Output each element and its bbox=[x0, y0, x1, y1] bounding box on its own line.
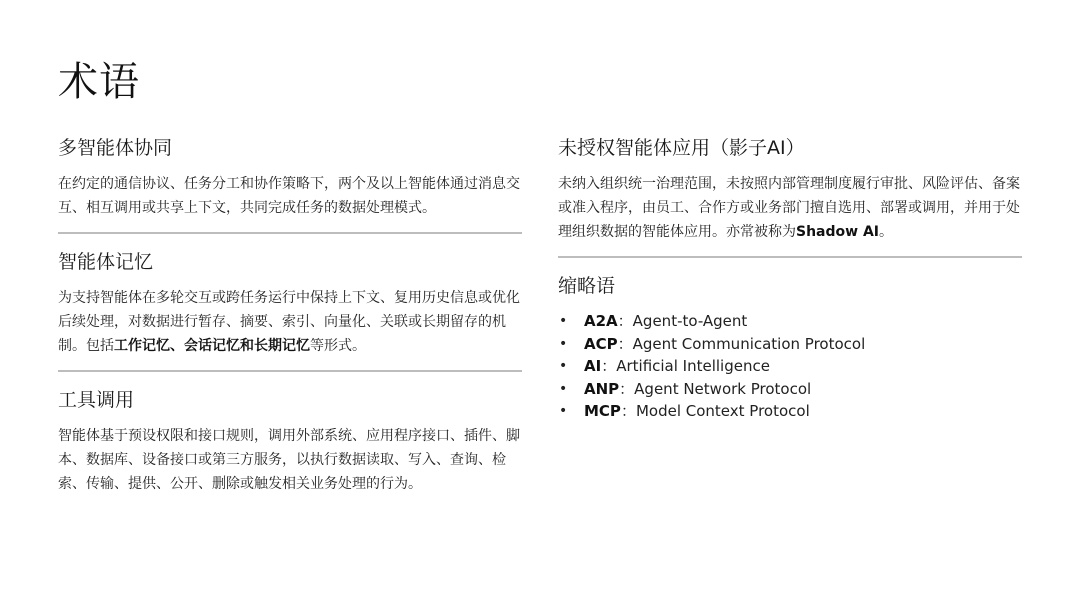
section-heading: 多智能体协同 bbox=[58, 137, 173, 159]
divider bbox=[58, 232, 522, 234]
section-tool-calling bbox=[58, 386, 522, 496]
abbreviation-item bbox=[558, 378, 1022, 401]
bullet-icon: • bbox=[559, 335, 568, 352]
abbreviation-key: A2A bbox=[584, 312, 618, 330]
abbreviation-separator: ： bbox=[619, 379, 635, 398]
body-text: 为支持智能体在多轮交互或跨任务运行中保持上下文、复用历史信息或优化后续处理，对数据进行暂存、摘要、索引、向量化、关联或长期留存的机制。包括 bbox=[58, 290, 520, 354]
page-title: 术语 bbox=[58, 59, 140, 105]
section-agent-memory bbox=[58, 248, 522, 358]
abbreviation-key: ANP bbox=[584, 379, 620, 398]
abbreviation-list bbox=[558, 310, 1022, 423]
body-text: 在约定的通信协议、任务分工和协作策略下，两个及以上智能体通过消息交互、相互调用或共享上下文，共同完成任务的数据处理模式。 bbox=[58, 176, 520, 216]
abbreviation-full: Agent-to-Agent bbox=[632, 312, 748, 330]
abbreviation-key: ACP bbox=[584, 334, 618, 353]
bullet-icon: • bbox=[559, 403, 568, 419]
abbreviation-key: MCP bbox=[584, 402, 621, 420]
body-text-bold: 工作记忆、会话记忆和长期记忆 bbox=[114, 338, 310, 354]
section-heading: 缩略语 bbox=[558, 275, 616, 297]
body-text-bold: Shadow AI bbox=[796, 224, 879, 240]
section-body bbox=[58, 172, 522, 220]
abbreviation-separator: ： bbox=[617, 312, 633, 330]
abbreviation-item bbox=[558, 400, 1022, 423]
body-text: 智能体基于预设权限和接口规则，调用外部系统、应用程序接口、插件、脚本、数据库、设备接口或第三方服务，以执行数据读取、写入、查询、检索、传输、提供、公开、删除或触发相关业务处理的行为。 bbox=[58, 428, 520, 492]
divider bbox=[558, 256, 1022, 258]
section-heading: 智能体记忆 bbox=[58, 251, 154, 273]
section-body bbox=[58, 424, 522, 496]
abbreviation-full: Model Context Protocol bbox=[635, 402, 810, 420]
abbreviation-full: Agent Communication Protocol bbox=[632, 334, 866, 353]
abbreviation-item bbox=[558, 355, 1022, 378]
bullet-icon: • bbox=[559, 380, 568, 397]
right-column bbox=[558, 134, 1022, 423]
abbreviation-item bbox=[558, 333, 1022, 356]
left-column bbox=[58, 134, 522, 496]
abbreviation-item bbox=[558, 310, 1022, 333]
abbreviation-full: Artificial Intelligence bbox=[616, 357, 770, 375]
section-abbreviations bbox=[558, 272, 1022, 423]
section-heading: 未授权智能体应用（影子AI） bbox=[558, 137, 805, 159]
body-text: 。 bbox=[879, 224, 893, 240]
bullet-icon: • bbox=[559, 313, 568, 329]
section-multi-agent-collaboration bbox=[58, 134, 522, 220]
divider bbox=[58, 370, 522, 372]
body-text: 未纳入组织统一治理范围，未按照内部管理制度履行审批、风险评估、备案或准入程序，由员工、合作方或业务部门擅自选用、部署或调用，并用于处理组织数据的智能体应用。亦常被称为 bbox=[558, 176, 1020, 240]
abbreviation-full: Agent Network Protocol bbox=[634, 379, 812, 398]
section-shadow-ai bbox=[558, 134, 1022, 244]
section-body bbox=[58, 286, 522, 358]
bullet-icon: • bbox=[559, 358, 568, 374]
abbreviation-separator: ： bbox=[617, 334, 633, 353]
abbreviation-separator: ： bbox=[620, 402, 636, 420]
body-text: 等形式。 bbox=[310, 338, 366, 354]
abbreviation-key: AI bbox=[584, 357, 602, 375]
abbreviation-separator: ： bbox=[601, 357, 617, 375]
section-body bbox=[558, 172, 1022, 244]
section-heading: 工具调用 bbox=[58, 389, 135, 411]
